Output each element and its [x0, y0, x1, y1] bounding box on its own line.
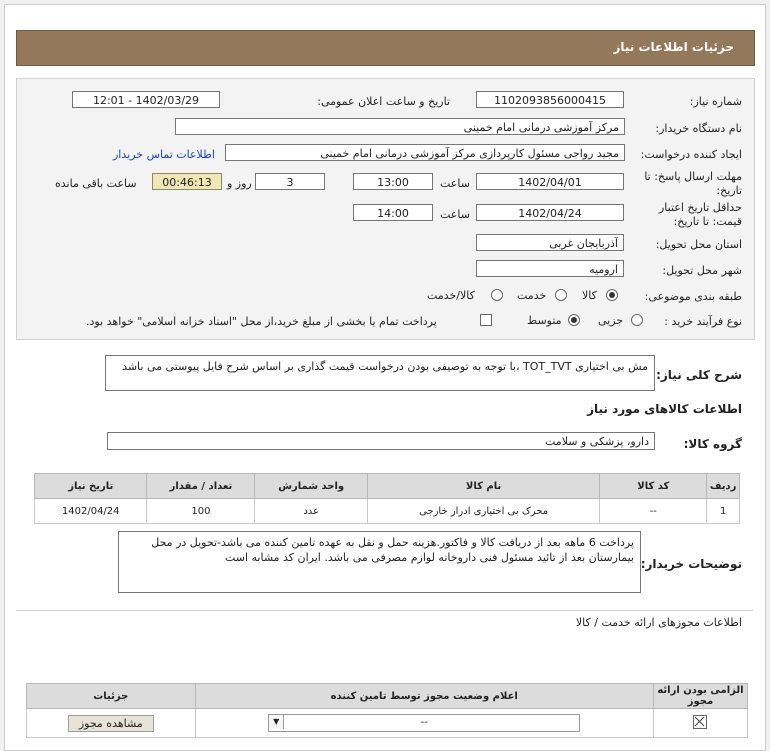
goods-group-field: دارو، پزشکی و سلامت — [107, 432, 655, 450]
items-col-code: کد کالا — [600, 474, 707, 499]
announce-field: 1402/03/29 - 12:01 — [72, 91, 220, 108]
buyer-org-field: مرکز آموزشی درمانی امام خمینی — [175, 118, 625, 135]
treasury-note: پرداخت تمام یا بخشی از مبلغ خرید،از محل "اسناد خزانه اسلامی" خواهد بود. — [86, 315, 437, 328]
section-divider — [16, 610, 753, 611]
permit-status-value: -- — [420, 717, 428, 728]
items-cell-unit: عدد — [255, 499, 367, 524]
table-row — [35, 499, 740, 524]
category-goods-radio[interactable] — [606, 289, 618, 301]
buyer-org-label: نام دستگاه خریدار: — [655, 122, 742, 135]
deadline-days-field: 3 — [255, 173, 325, 190]
validity-label-1: حداقل تاریخ اعتبار — [658, 201, 742, 214]
process-label: نوع فرآیند خرید : — [664, 315, 742, 328]
permits-table — [26, 683, 748, 738]
process-minor-label: جزیی — [598, 314, 624, 327]
permits-col-status: اعلام وضعیت مجوز توسط تامین کننده — [195, 684, 653, 709]
treasury-checkbox[interactable] — [480, 314, 492, 326]
header-bar — [16, 30, 755, 66]
need-number-label: شماره نیاز: — [689, 95, 742, 108]
deadline-label-1: مهلت ارسال پاسخ: تا — [644, 170, 742, 183]
validity-time-field: 14:00 — [353, 204, 433, 221]
items-col-qty: تعداد / مقدار — [147, 474, 255, 499]
deadline-date-field: 1402/04/01 — [476, 173, 624, 190]
validity-label-2: قیمت: تا تاریخ: — [673, 215, 742, 228]
table-row — [27, 709, 748, 738]
need-number-field: 1102093856000415 — [476, 91, 624, 108]
validity-time-label: ساعت — [440, 208, 470, 221]
items-cell-date: 1402/04/24 — [35, 499, 147, 524]
permits-title: اطلاعات مجوزهای ارائه خدمت / کالا — [575, 616, 742, 629]
province-label: استان محل تحویل: — [655, 238, 742, 251]
buyer-notes-label: توضیحات خریدار: — [640, 557, 742, 571]
summary-label: شرح کلی نیاز: — [656, 368, 742, 382]
buyer-notes-box: پرداخت 6 ماهه بعد از دریافت کالا و فاکتور.هزینه حمل و نقل به عهده تامین کننده می باشد-تحویل در محل بیمارستان بعد از تائید مسئول فنی داروخانه لوازم مصرفی می باشد. ایران کد مشابه است — [118, 531, 641, 593]
deadline-days-label: روز و — [227, 177, 252, 190]
goods-info-title: اطلاعات کالاهای مورد نیاز — [587, 402, 742, 416]
items-col-date: تاریخ نیاز — [35, 474, 147, 499]
city-label: شهر محل تحویل: — [662, 264, 742, 277]
requester-field: مجید رواجی مسئول کارپردازی مرکز آموزشی درمانی امام خمینی — [225, 144, 625, 161]
process-medium-radio[interactable] — [568, 314, 580, 326]
deadline-time-label: ساعت — [440, 177, 470, 190]
city-field: ارومیه — [476, 260, 624, 277]
buyer-contact-link[interactable]: اطلاعات تماس خریدار — [113, 148, 215, 161]
category-service-radio[interactable] — [555, 289, 567, 301]
province-field: آذربایجان غربی — [476, 234, 624, 251]
permits-col-required: الزامی بودن ارائه مجوز — [653, 684, 747, 709]
deadline-label-2: تاریخ: — [716, 184, 742, 197]
items-table — [34, 473, 740, 524]
remaining-time-label: ساعت باقی مانده — [55, 177, 137, 190]
category-service-label: خدمت — [517, 289, 547, 302]
permits-col-details: جزئیات — [27, 684, 196, 709]
summary-box: مش بی اختیاری TOT_TVT ،با توجه به توصیفی بودن درخواست قیمت گذاری بر اساس شرح فایل پیوستی می باشد — [105, 355, 655, 391]
page-title: جزئیات اطلاعات نیاز — [613, 40, 734, 54]
items-cell-name: محرک بی اختیاری ادرار خارجی — [367, 499, 599, 524]
permit-status-select[interactable] — [268, 714, 580, 732]
goods-group-label: گروه کالا: — [683, 437, 742, 451]
items-col-name: نام کالا — [367, 474, 599, 499]
category-both-label: کالا/خدمت — [427, 289, 475, 302]
chevron-down-icon: ▼ — [269, 715, 284, 729]
validity-date-field: 1402/04/24 — [476, 204, 624, 221]
category-label: طبقه بندی موضوعی: — [644, 290, 742, 303]
required-checkbox — [693, 715, 707, 729]
remaining-time-field: 00:46:13 — [152, 173, 222, 190]
items-col-row: ردیف — [707, 474, 740, 499]
category-goods-label: کالا — [582, 289, 597, 302]
items-cell-code: -- — [600, 499, 707, 524]
process-minor-radio[interactable] — [631, 314, 643, 326]
category-both-radio[interactable] — [491, 289, 503, 301]
view-permit-button[interactable]: مشاهده مجوز — [68, 715, 154, 732]
announce-label: تاریخ و ساعت اعلان عمومی: — [317, 95, 450, 108]
deadline-time-field: 13:00 — [353, 173, 433, 190]
process-medium-label: متوسط — [527, 314, 562, 327]
requester-label: ایجاد کننده درخواست: — [640, 148, 742, 161]
items-cell-qty: 100 — [147, 499, 255, 524]
items-cell-row: 1 — [707, 499, 740, 524]
items-col-unit: واحد شمارش — [255, 474, 367, 499]
